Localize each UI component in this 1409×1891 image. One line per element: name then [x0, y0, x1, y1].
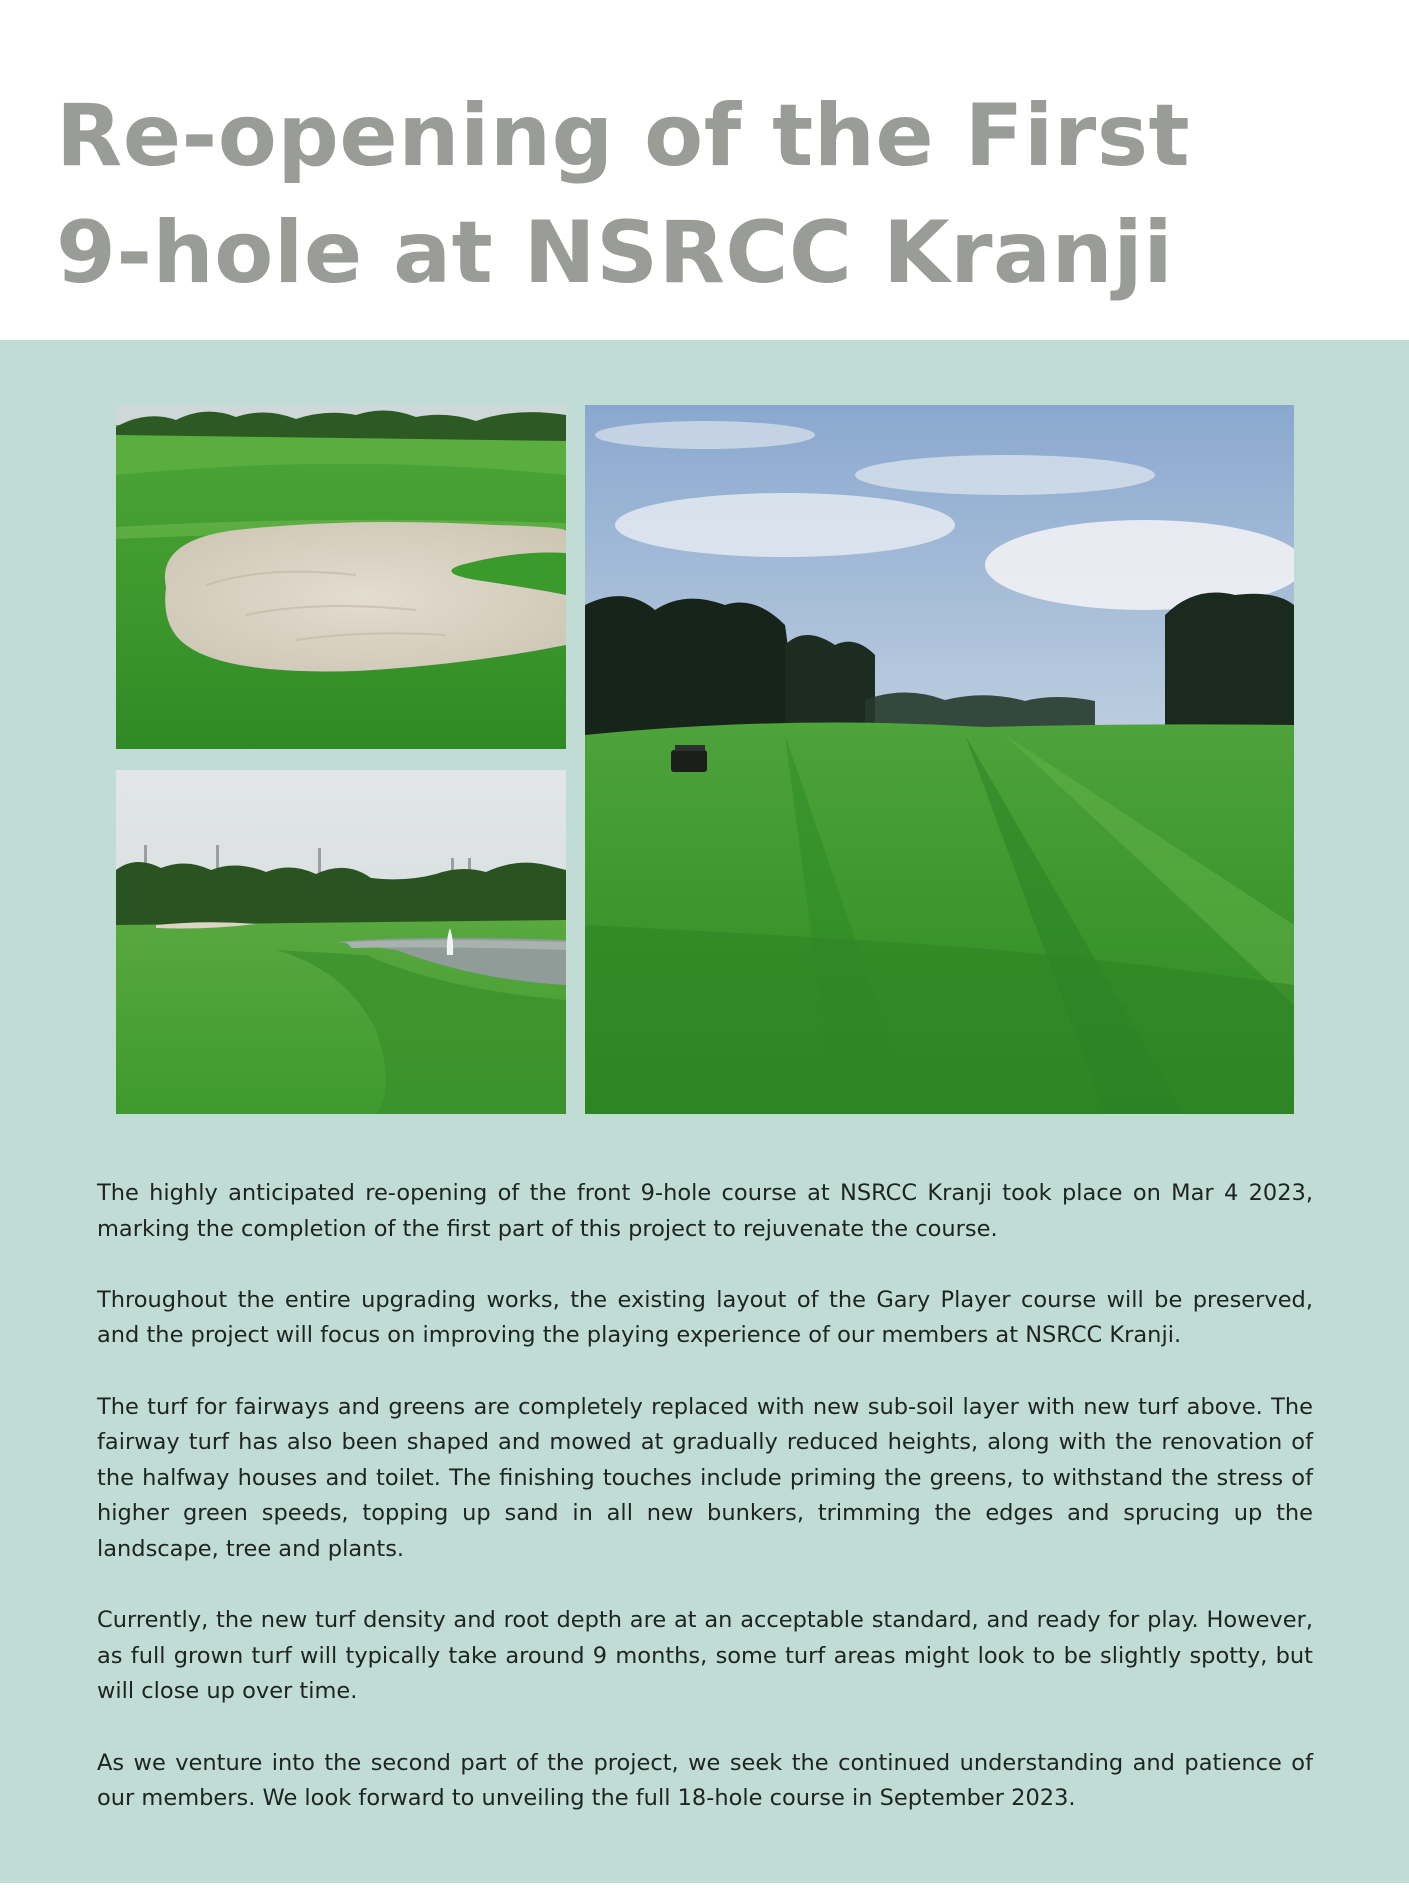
lake-fountain-photo: [116, 770, 566, 1114]
title-line-1: Re-opening of the First: [56, 86, 1191, 186]
paragraph-5: As we venture into the second part of the project, we seek the continued understanding and patience of our members. We look forward to unveiling the full 18-hole course in September 2023.: [97, 1749, 1313, 1812]
fairway-photo: [585, 405, 1294, 1114]
paragraph-3: The turf for fairways and greens are completely replaced with new sub-soil layer with new turf above. The fairway turf has also been shaped and mowed at gradually reduced heights, along with the renovation of the halfway houses and toilet. The finishing touches include priming the greens, to withstand the stress of higher green speeds, topping up sand in all new bunkers, trimming the edges and sprucing up the landscape, tree and plants.: [97, 1393, 1313, 1562]
bunker-photo: [116, 405, 566, 749]
page-title: [56, 78, 1256, 312]
title-line-2: 9-hole at NSRCC Kranji: [56, 203, 1174, 303]
paragraph-1: The highly anticipated re-opening of the front 9-hole course at NSRCC Kranji took place on Mar 4 2023, marking the completion of the first part of this project to rejuvenate the course.: [97, 1180, 1313, 1242]
paragraph-2: Throughout the entire upgrading works, the existing layout of the Gary Player course will be preserved, and the project will focus on improving the playing experience of our members at NSRCC Kranji.: [97, 1286, 1313, 1349]
header: [0, 0, 1409, 340]
paragraph-4: Currently, the new turf density and root depth are at an acceptable standard, and ready for play. However, as full grown turf will typically take around 9 months, some turf areas might look to be slightly spotty, but will close up over time.: [97, 1607, 1313, 1705]
article-body: [97, 1176, 1313, 1817]
